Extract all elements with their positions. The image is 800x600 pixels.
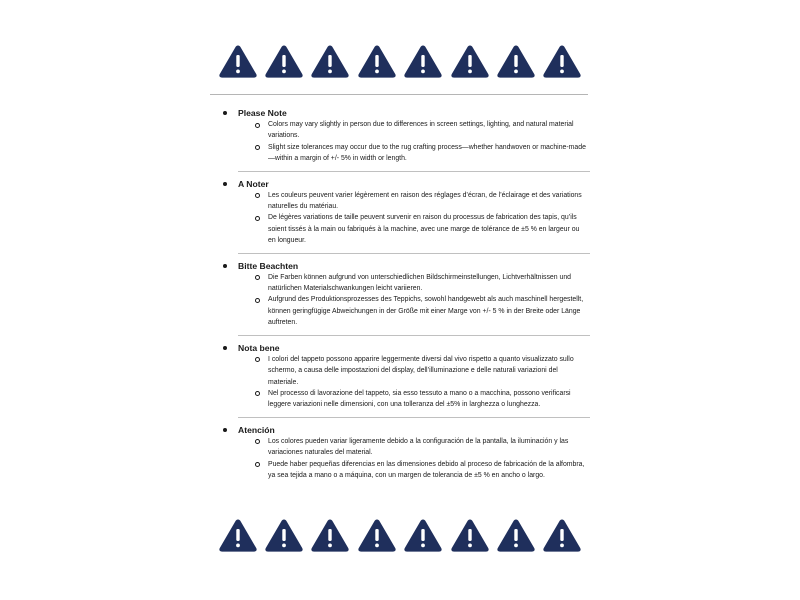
- warning-triangle-icon: [310, 517, 350, 553]
- section-heading: A Noter: [215, 178, 590, 190]
- warning-triangle-icon: [403, 43, 443, 79]
- warning-triangle-icon: [496, 43, 536, 79]
- list-item: De légères variations de taille peuvent survenir en raison du processus de fabrication des tapis, qu’ils soient tissés à la main ou fabriqués à la machine, avec une marge de tolérance de ±5 % en largeur ou en longueur.: [215, 212, 590, 246]
- section-french: [215, 178, 590, 247]
- section-heading: Bitte Beachten: [215, 260, 590, 272]
- divider: [210, 94, 588, 95]
- section-italian: [215, 342, 590, 411]
- list-item: Puede haber pequeñas diferencias en las dimensiones debido al proceso de fabricación de la alfombra, ya sea tejida a mano o a máquina, con un margen de tolerancia de ±5 % en ancho o largo.: [215, 459, 590, 482]
- warning-triangle-icon: [542, 43, 582, 79]
- divider: [238, 417, 590, 418]
- section-items: [215, 272, 590, 329]
- section-spanish: [215, 424, 590, 482]
- warning-triangle-icon: [357, 517, 397, 553]
- list-item: Los colores pueden variar ligeramente debido a la configuración de la pantalla, la iluminación y las variaciones naturales del material.: [215, 436, 590, 459]
- warning-triangle-icon: [496, 517, 536, 553]
- section-german: [215, 260, 590, 329]
- list-item: Colors may vary slightly in person due to differences in screen settings, lighting, and natural material variations.: [215, 119, 590, 142]
- list-item: I colori del tappeto possono apparire leggermente diversi dal vivo rispetto a quanto visualizzato sullo schermo, a causa delle impostazioni del display, dell’illuminazione e delle naturali variazioni del materiale.: [215, 354, 590, 388]
- section-items: [215, 436, 590, 482]
- list-item: Slight size tolerances may occur due to the rug crafting process—whether handwoven or machine-made—within a margin of +/- 5% in width or length.: [215, 142, 590, 165]
- warning-triangle-icon: [264, 43, 304, 79]
- warning-triangle-icon: [403, 517, 443, 553]
- divider: [238, 335, 590, 336]
- notes-list: [215, 107, 590, 481]
- warning-triangle-icon: [310, 43, 350, 79]
- warning-triangle-icon: [218, 517, 258, 553]
- warning-triangle-icon: [450, 43, 490, 79]
- warning-icon-row-top: [0, 43, 800, 83]
- warning-triangle-icon: [542, 517, 582, 553]
- section-items: [215, 119, 590, 165]
- divider: [238, 253, 590, 254]
- divider: [238, 171, 590, 172]
- section-items: [215, 354, 590, 411]
- warning-triangle-icon: [357, 43, 397, 79]
- list-item: Les couleurs peuvent varier légèrement en raison des réglages d’écran, de l’éclairage et des variations naturelles du matériau.: [215, 190, 590, 213]
- section-heading: Please Note: [215, 107, 590, 119]
- list-item: Die Farben können aufgrund von unterschiedlichen Bildschirmeinstellungen, Lichtverhältnissen und natürlichen Materialschwankungen leicht variieren.: [215, 272, 590, 295]
- section-heading: Nota bene: [215, 342, 590, 354]
- list-item: Nel processo di lavorazione del tappeto, sia esso tessuto a mano o a macchina, possono verificarsi leggere variazioni nelle dimensioni, con una tolleranza del ±5% in larghezza o lunghezza.: [215, 388, 590, 411]
- section-english: [215, 107, 590, 165]
- section-heading: Atención: [215, 424, 590, 436]
- warning-icon-row-bottom: [0, 517, 800, 557]
- warning-triangle-icon: [218, 43, 258, 79]
- list-item: Aufgrund des Produktionsprozesses des Teppichs, sowohl handgewebt als auch maschinell hergestellt, können geringfügige Abweichungen in der Größe mit einer Marge von +/- 5 % in der Breite oder Länge auftreten.: [215, 294, 590, 328]
- section-items: [215, 190, 590, 247]
- warning-triangle-icon: [264, 517, 304, 553]
- warning-triangle-icon: [450, 517, 490, 553]
